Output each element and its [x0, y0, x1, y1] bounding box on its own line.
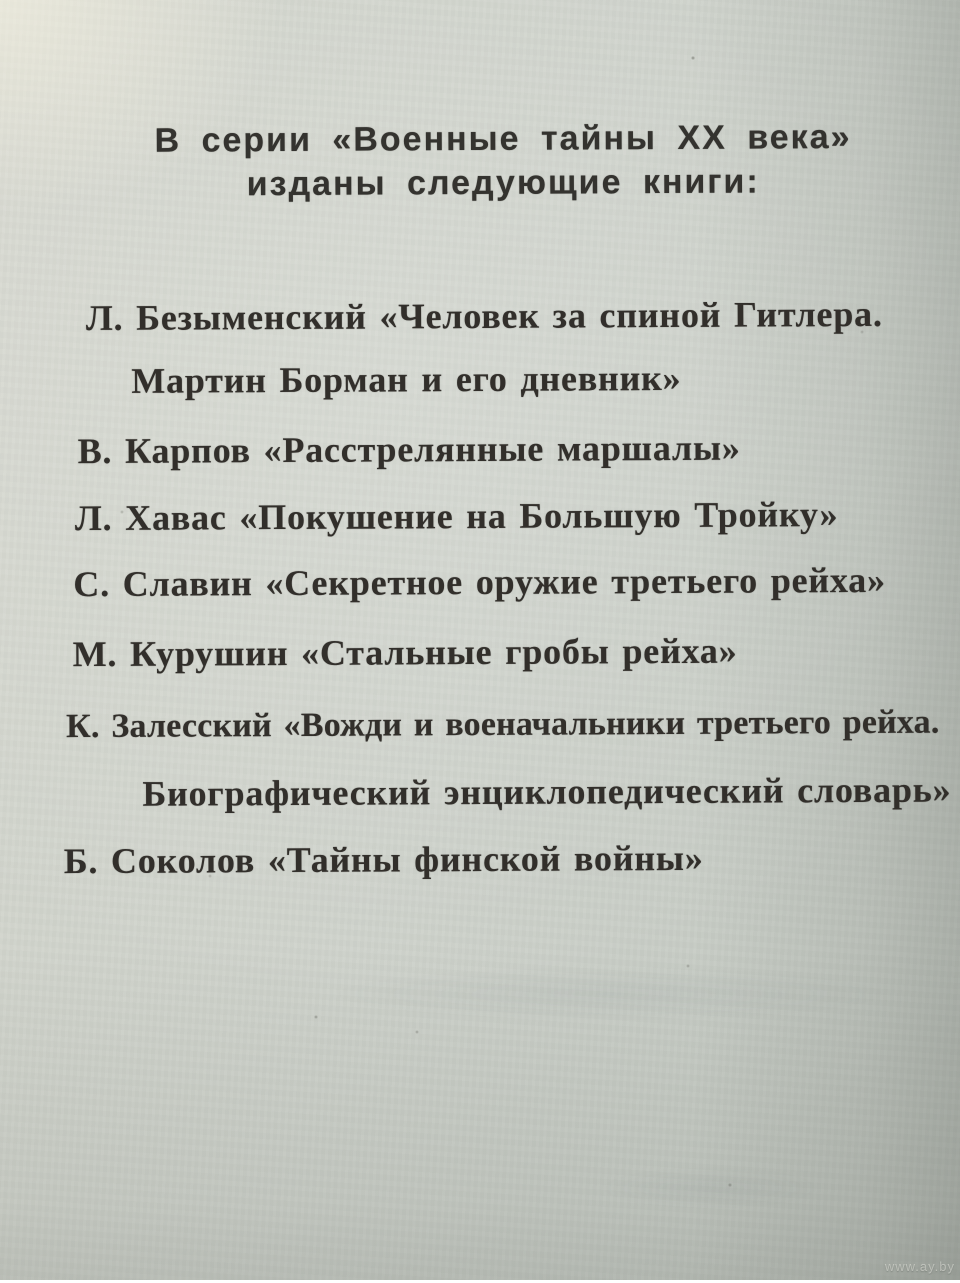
book-entry-bezymensky-line-2: Мартин Борман и его дневник»: [131, 357, 682, 401]
series-heading-line-2: изданы следующие книги:: [246, 162, 760, 204]
book-entry-bezymensky-line-1: Л. Безыменский «Человек за спиной Гитлера.: [85, 293, 883, 339]
book-entry-slavin: С. Славин «Секретное оружие третьего рейха»: [73, 559, 886, 605]
series-heading-line-1: В серии «Военные тайны XX века»: [154, 118, 852, 160]
book-entry-zalessky-line-1: К. Залесский «Вожди и военачальники третьего рейха.: [65, 703, 940, 746]
series-heading: [48, 114, 958, 207]
book-entry-karpov: В. Карпов «Расстрелянные маршалы»: [77, 427, 741, 472]
photo-watermark: www.ay.by: [884, 1259, 955, 1274]
book-entry-sokolov: Б. Соколов «Тайны финской войны»: [63, 837, 704, 882]
book-entry-zalessky-line-2: Биографический энциклопедический словарь»: [142, 769, 952, 814]
book-entry-kurushin: М. Курушин «Стальные гробы рейха»: [72, 630, 738, 675]
book-entry-havas: Л. Хавас «Покушение на Большую Тройку»: [74, 494, 839, 539]
